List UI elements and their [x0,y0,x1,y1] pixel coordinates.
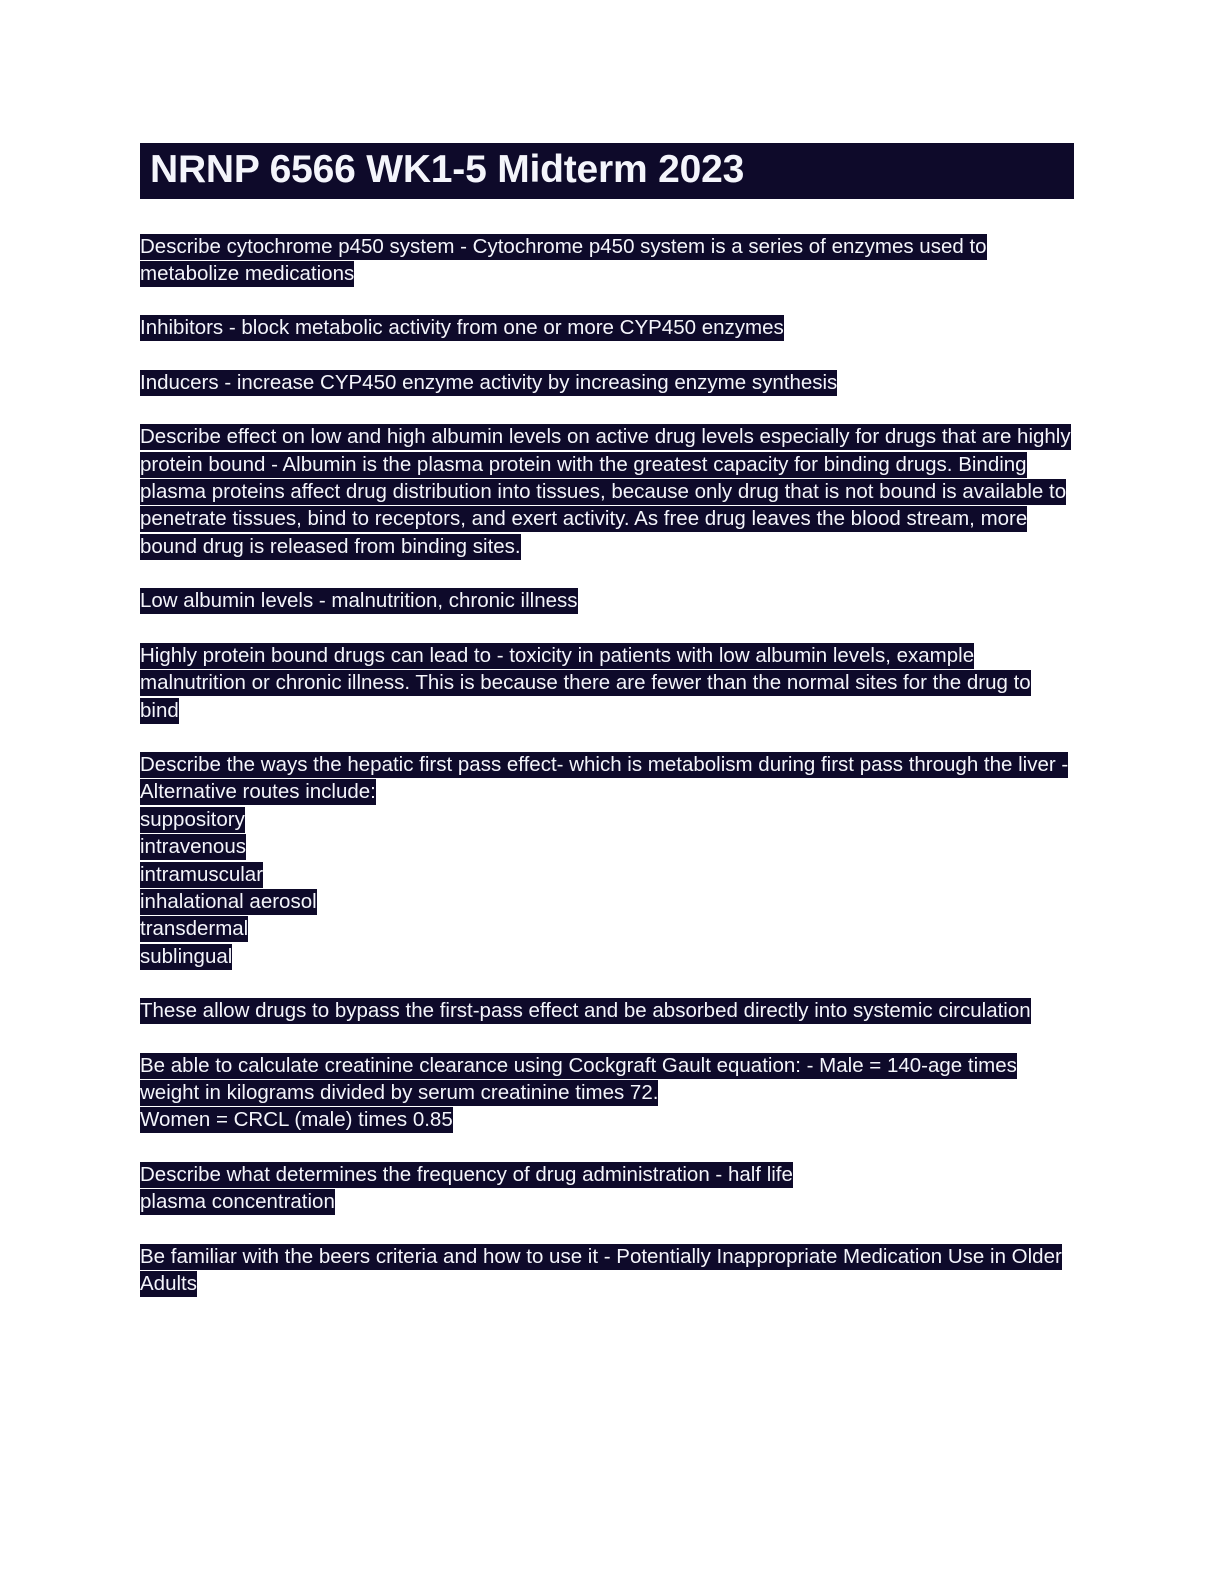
paragraph-albumin-levels [140,423,1074,560]
paragraph-low-albumin-levels [140,587,1074,614]
page-title: NRNP 6566 WK1-5 Midterm 2023 [140,143,1074,199]
highlighted-text: Describe effect on low and high albumin levels on active drug levels especially for drugs that are highly protein bound - Albumin is the plasma protein with the greatest capacity for binding drugs. Binding plasma proteins affect drug distribution into tissues, because only drug that is not bound is available to penetrate tissues, bind to receptors, and exert activity. As free drug leaves the blood stream, more bound drug is released from binding sites. [140,425,1071,558]
route-line-transdermal [140,915,1074,942]
highlighted-text: Be able to calculate creatinine clearance using Cockgraft Gault equation: - Male = 140-age times weight in kilograms divided by serum creatinine times 72. [140,1053,1017,1104]
document-body [140,233,1074,1298]
paragraph-drug-frequency [140,1161,1074,1216]
highlighted-text: Describe what determines the frequency of drug administration - half life [140,1162,793,1186]
paragraph-bypass-first-pass [140,997,1074,1024]
highlighted-text: transdermal [140,917,249,941]
text-line [140,751,1074,806]
highlighted-text: Highly protein bound drugs can lead to - toxicity in patients with low albumin levels, example malnutrition or chronic illness. This is because there are fewer than the normal sites for the drug to bind [140,643,1031,722]
highlighted-text: intravenous [140,835,246,859]
document-content [140,143,1074,1297]
highlighted-text: Describe cytochrome p450 system - Cytochrome p450 system is a series of enzymes used to metabolize medications [140,234,987,286]
text-line [140,1188,1074,1215]
highlighted-text: These allow drugs to bypass the first-pass effect and be absorbed directly into systemic circulation [140,999,1031,1023]
route-line-suppository [140,806,1074,833]
paragraph-cytochrome-p450 [140,233,1074,288]
text-line [140,1161,1074,1188]
paragraph-hepatic-first-pass [140,751,1074,970]
paragraph-creatinine-clearance [140,1052,1074,1134]
route-line-sublingual [140,943,1074,970]
highlighted-text: Describe the ways the hepatic first pass effect- which is metabolism during first pass through the liver - Alternative routes include: [140,752,1069,804]
highlighted-text: plasma concentration [140,1190,335,1214]
paragraph-inhibitors [140,314,1074,341]
highlighted-text: Low albumin levels - malnutrition, chronic illness [140,589,578,613]
highlighted-text: sublingual [140,944,233,968]
highlighted-text: Women = CRCL (male) times 0.85 [140,1108,453,1132]
route-line-inhalational-aerosol [140,888,1074,915]
text-line [140,1106,1074,1133]
route-line-intramuscular [140,861,1074,888]
highlighted-text: Be familiar with the beers criteria and how to use it - Potentially Inappropriate Medication Use in Older Adults [140,1244,1062,1295]
highlighted-text: intramuscular [140,862,264,886]
paragraph-highly-protein-bound [140,642,1074,724]
highlighted-text: inhalational aerosol [140,889,317,913]
paragraph-inducers [140,369,1074,396]
route-line-intravenous [140,833,1074,860]
paragraph-beers-criteria [140,1243,1074,1298]
text-line [140,1052,1074,1107]
highlighted-text: Inducers - increase CYP450 enzyme activity by increasing enzyme synthesis [140,370,838,394]
highlighted-text: suppository [140,807,245,831]
highlighted-text: Inhibitors - block metabolic activity from one or more CYP450 enzymes [140,316,784,340]
